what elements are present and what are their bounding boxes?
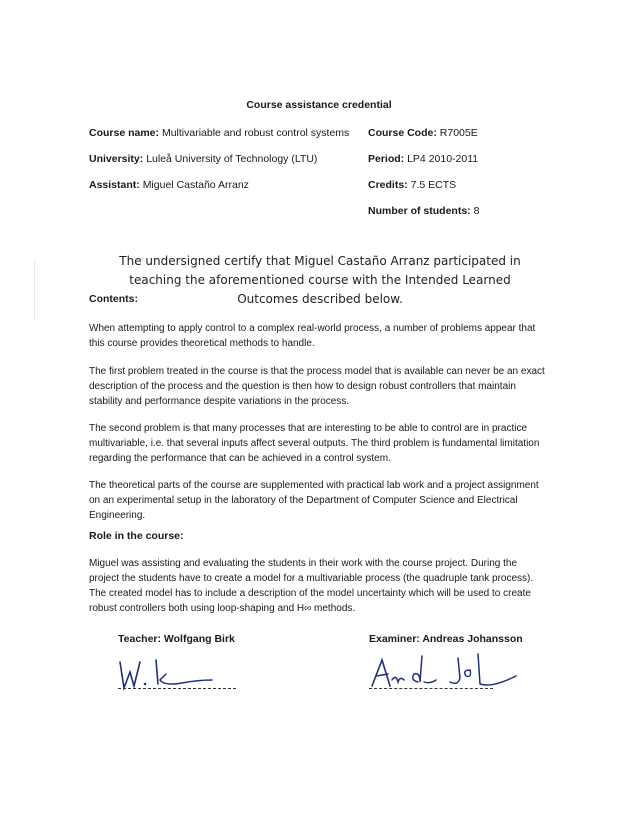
- university-value: Luleå University of Technology (LTU): [146, 153, 318, 165]
- contents-paragraph-3: The second problem is that many processes that are interesting to be able to control are in practice multivariable, i.e. that several inputs affect several outputs. The third problem is fundamental limitation regarding the performance that can be achieved in a control system.: [89, 423, 540, 464]
- certification-statement: The undersigned certify that Miguel Castaño Arranz participated in teaching the aforementioned course with the Intended Learned Outcomes described below.: [119, 254, 521, 306]
- period-value: LP4 2010-2011: [407, 153, 479, 165]
- assistant-row: [89, 179, 249, 191]
- university-row: [89, 153, 317, 165]
- examiner-handwritten-signature: [366, 646, 526, 694]
- examiner-signature-label: [369, 633, 523, 645]
- assistant-value: Miguel Castaño Arranz: [142, 179, 249, 191]
- students-row: [368, 205, 479, 217]
- role-paragraph-text: Miguel was assisting and evaluating the students in their work with the course project. During the project the students have to create a model for a multivariable process (the quadruple tank process). The created model has to include a description of the model uncertainty which will be used to create robust controllers both using loop-shaping and H∞ methods.: [89, 558, 534, 614]
- contents-paragraph: [89, 478, 545, 523]
- scan-edge-mark: [34, 260, 35, 320]
- role-paragraph: [89, 556, 545, 616]
- course-name-row: [89, 127, 349, 139]
- period-row: [368, 153, 478, 165]
- course-code-label: Course Code:: [368, 127, 437, 139]
- period-label: Period:: [368, 153, 405, 165]
- students-label: Number of students:: [368, 205, 471, 217]
- teacher-signature-label: [118, 633, 235, 645]
- credits-row: [368, 179, 456, 191]
- examiner-name: Andreas Johansson: [422, 633, 523, 645]
- course-name-label: Course name:: [89, 127, 160, 139]
- contents-paragraph: [89, 421, 545, 466]
- contents-heading: Contents:: [89, 293, 138, 305]
- credits-label: Credits:: [368, 179, 408, 191]
- course-name-value: Multivariable and robust control systems: [161, 127, 350, 139]
- students-value: 8: [473, 205, 480, 217]
- course-code-row: [368, 127, 478, 139]
- contents-paragraph-1: When attempting to apply control to a complex real-world process, a number of problems appear that this course provides theoretical methods to handle.: [89, 323, 536, 349]
- contents-paragraph: [89, 321, 545, 351]
- contents-paragraph: [89, 364, 545, 409]
- contents-paragraph-4: The theoretical parts of the course are supplemented with practical lab work and a project assignment on an experimental setup in the laboratory of the Department of Computer Science and Electrical Engineering.: [89, 480, 539, 521]
- teacher-name: Wolfgang Birk: [163, 633, 235, 645]
- course-code-value: R7005E: [439, 127, 478, 139]
- role-heading: Role in the course:: [89, 530, 184, 542]
- contents-paragraph-2: The first problem treated in the course is that the process model that is available can never be an exact description of the process and the question is then how to design robust controllers that maintain stability and performance despite variations in the process.: [89, 366, 545, 407]
- teacher-signature-line: [118, 688, 236, 689]
- teacher-label: Teacher:: [118, 633, 161, 645]
- examiner-signature-line: [369, 688, 493, 689]
- examiner-label: Examiner:: [369, 633, 420, 645]
- assistant-label: Assistant:: [89, 179, 140, 191]
- university-label: University:: [89, 153, 144, 165]
- document-title: Course assistance credential: [246, 99, 392, 111]
- credits-value: 7.5 ECTS: [410, 179, 457, 191]
